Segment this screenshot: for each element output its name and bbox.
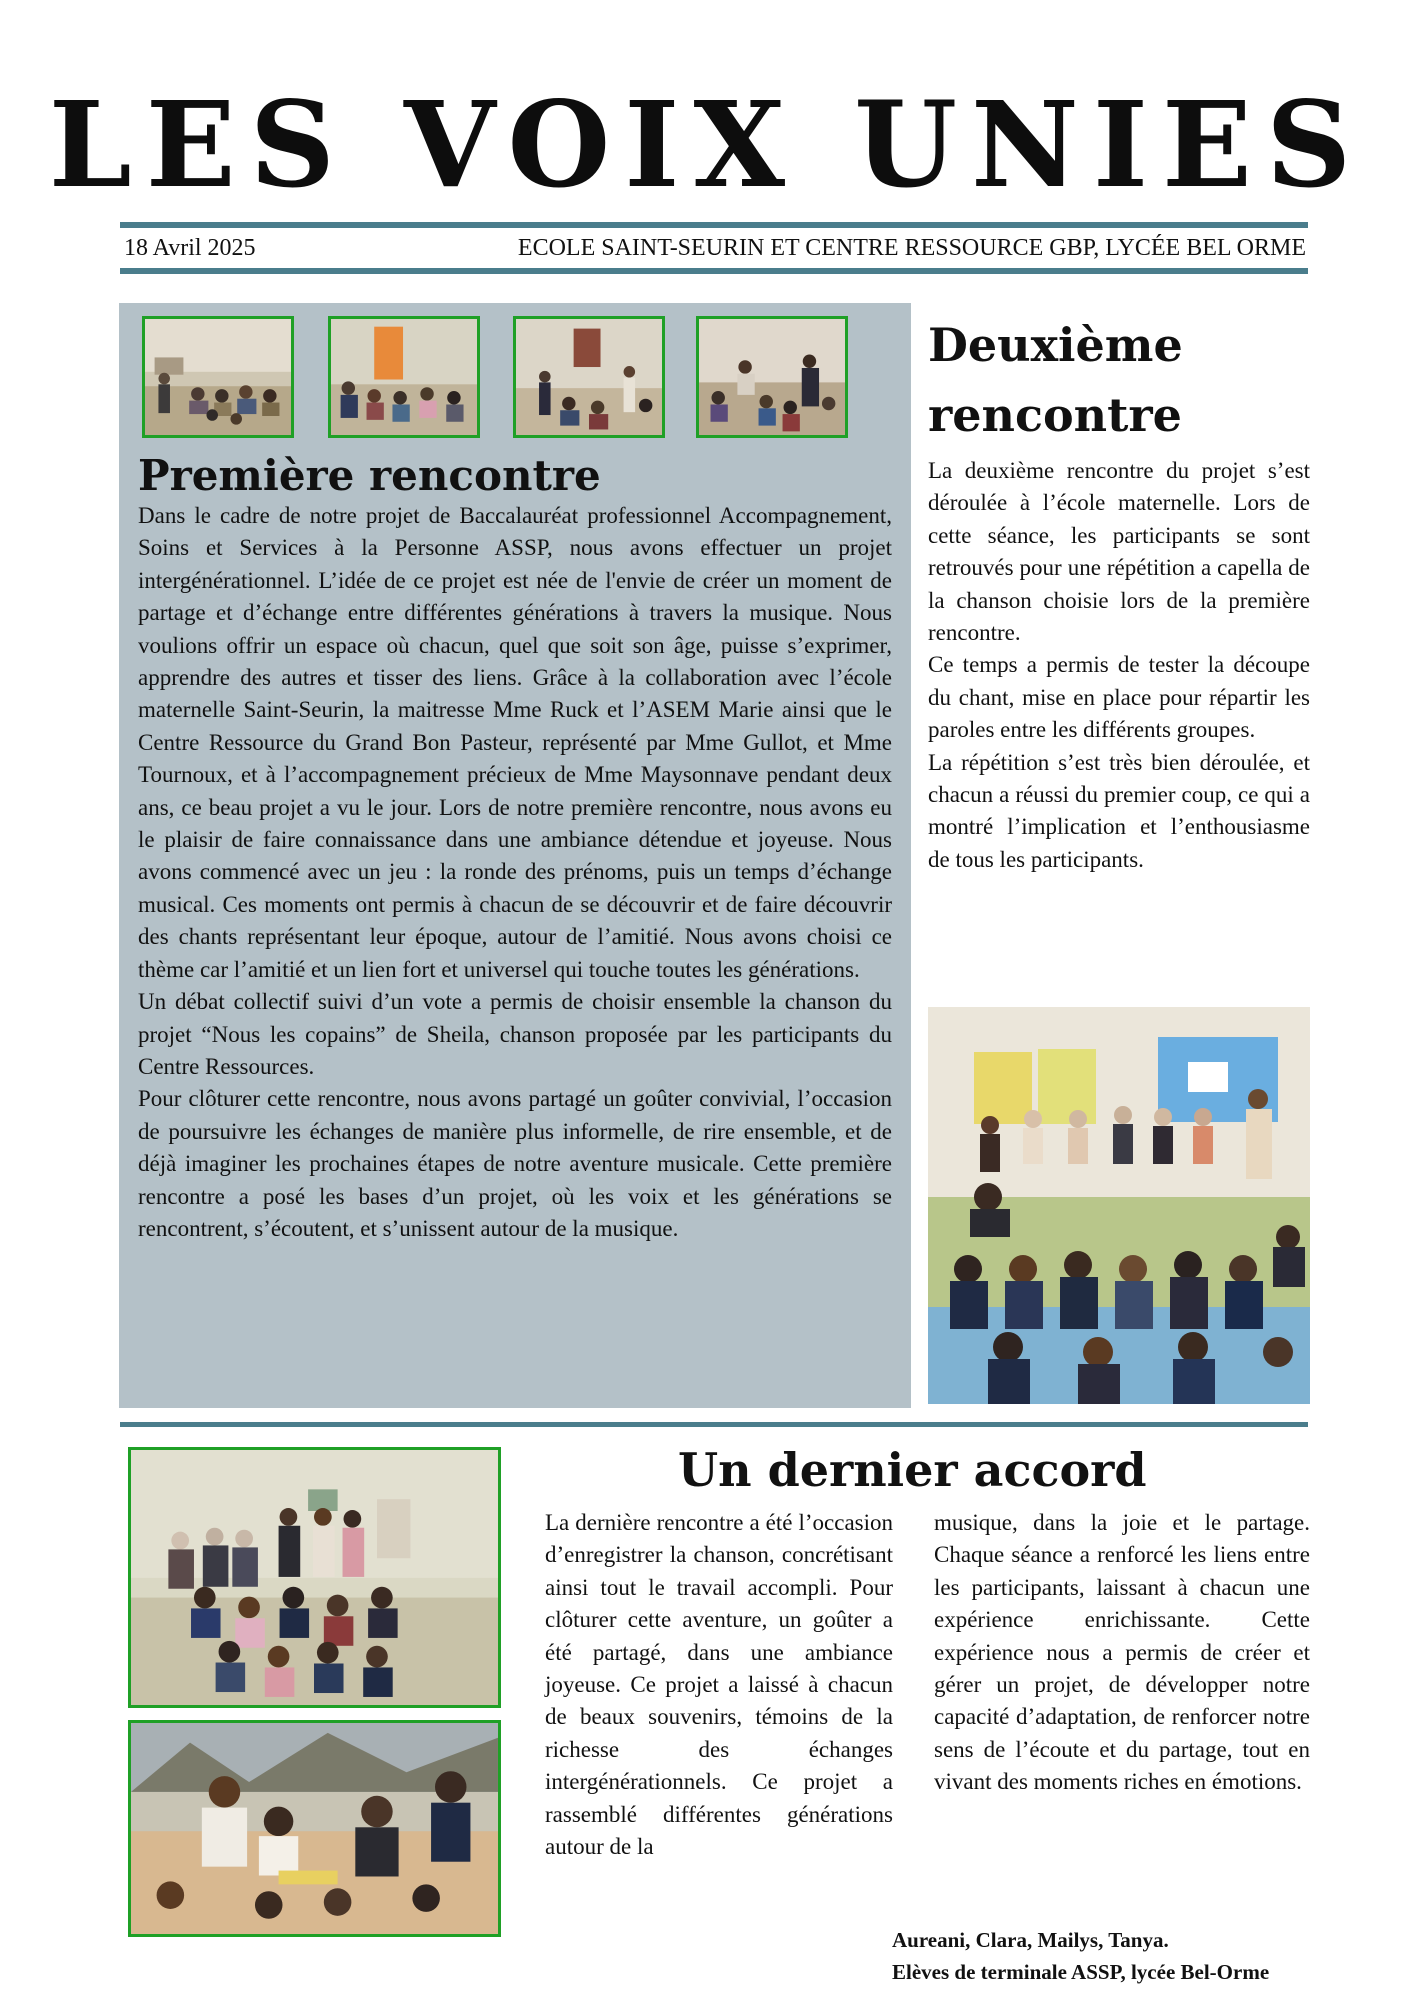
- photo-thumbnail-2: [328, 316, 480, 438]
- issue-date: 18 Avril 2025: [124, 235, 256, 261]
- photo-thumbnail-3: [513, 316, 665, 438]
- paragraph: Ce temps a permis de tester la découpe du chant, mise en place pour répartir les paroles entre les différents groupes.: [928, 652, 1310, 743]
- header-rule-top: [120, 222, 1308, 228]
- last-meeting-photo-snack: [128, 1720, 501, 1937]
- last-meeting-title: Un dernier accord: [678, 1443, 1147, 1497]
- schools-line: ECOLE SAINT-SEURIN ET CENTRE RESSOURCE GBP, LYCÉE BEL ORME: [517, 235, 1306, 261]
- second-meeting-text: [928, 455, 1310, 876]
- first-meeting-text: [138, 500, 892, 1245]
- photo-thumbnail-1: [142, 316, 294, 438]
- last-meeting-photo-group: [128, 1447, 501, 1708]
- paragraph: La deuxième rencontre du projet s’est déroulée à l’école maternelle. Lors de cette séance, les participants se sont retrouvés pour une répétition a capella de la chanson choisie lors de la première rencontre.: [928, 458, 1310, 646]
- header-rule-bottom: [120, 268, 1308, 274]
- signature: [892, 1924, 1392, 1988]
- second-meeting-photo: [928, 1007, 1310, 1404]
- last-meeting-text-column-2: musique, dans la joie et le partage. Chaque séance a renforcé les liens entre les participants, laissant à chacun une expérience enrichissante. Cette expérience nous a permis de créer et gérer un projet, de développer notre capacité d’adaptation, de renforcer notre sens de l’écoute et du partage, tout en vivant des moments riches en émotions.: [934, 1510, 1310, 1795]
- second-meeting-title: Deuxième rencontre: [928, 318, 1183, 442]
- photo-thumbnail-4: [696, 316, 848, 438]
- newspaper-title: LES VOIX UNIES: [48, 75, 1366, 214]
- paragraph: Un débat collectif suivi d’un vote a permis de choisir ensemble la chanson du projet “Nous les copains” de Sheila, chanson proposée par les participants du Centre Ressources.: [138, 989, 892, 1079]
- paragraph: Dans le cadre de notre projet de Baccalauréat professionnel Accompagnement, Soins et Services à la Personne ASSP, nous avons effectuer un projet intergénérationnel. L’idée de ce projet est née de l'envie de créer un moment de partage et d’échange entre différentes générations à travers la musique. Nous voulions offrir un espace où chacun, quel que soit son âge, puisse s’exprimer, apprendre des autres et tisser des liens. Grâce à la collaboration avec l’école maternelle Saint-Seurin, la maitresse Mme Ruck et l’ASEM Marie ainsi que le Centre Ressource du Grand Bon Pasteur, représenté par Mme Gullot, et Mme Tournoux, et à l’accompagnement précieux de Mme Maysonnave pendant deux ans, ce beau projet a vu le jour. Lors de notre première rencontre, nous avons eu le plaisir de faire connaissance dans une ambiance détendue et joyeuse. Nous avons commencé avec un jeu : la ronde des prénoms, puis un temps d’échange musical. Ces moments ont permis à chacun de se découvrir et de faire découvrir des chants représentant leur époque, autour de l’amitié. Nous avons choisi ce thème car l’amitié et un lien fort et universel qui touche toutes les générations.: [138, 503, 892, 982]
- last-meeting-text-column-1: La dernière rencontre a été l’occasion d’enregistrer la chanson, concrétisant ainsi tout le travail accompli. Pour clôturer cette aventure, un goûter a été partagé, dans une ambiance joyeuse. Ce projet a laissé à chacun de beaux souvenirs, témoins de la richesse des échanges intergénérationnels. Ce projet a rassemblé différentes générations autour de la: [545, 1510, 893, 1860]
- signature-names: Aureani, Clara, Mailys, Tanya.: [892, 1928, 1169, 1952]
- paragraph: La répétition s’est très bien déroulée, et chacun a réussi du premier coup, ce qui a montré l’implication et l’enthousiasme de tous les participants.: [928, 749, 1310, 872]
- section-divider: [120, 1422, 1308, 1427]
- first-meeting-title: Première rencontre: [138, 451, 601, 500]
- paragraph: Pour clôturer cette rencontre, nous avons partagé un goûter convivial, l’occasion de poursuivre les échanges de manière plus informelle, de rire ensemble, et de déjà imaginer les prochaines étapes de notre aventure musicale. Cette première rencontre a posé les bases d’un projet, où les voix et les générations se rencontrent, s’écoutent, et s’unissent autour de la musique.: [138, 1086, 892, 1241]
- signature-role: Elèves de terminale ASSP, lycée Bel-Orme: [892, 1960, 1270, 1984]
